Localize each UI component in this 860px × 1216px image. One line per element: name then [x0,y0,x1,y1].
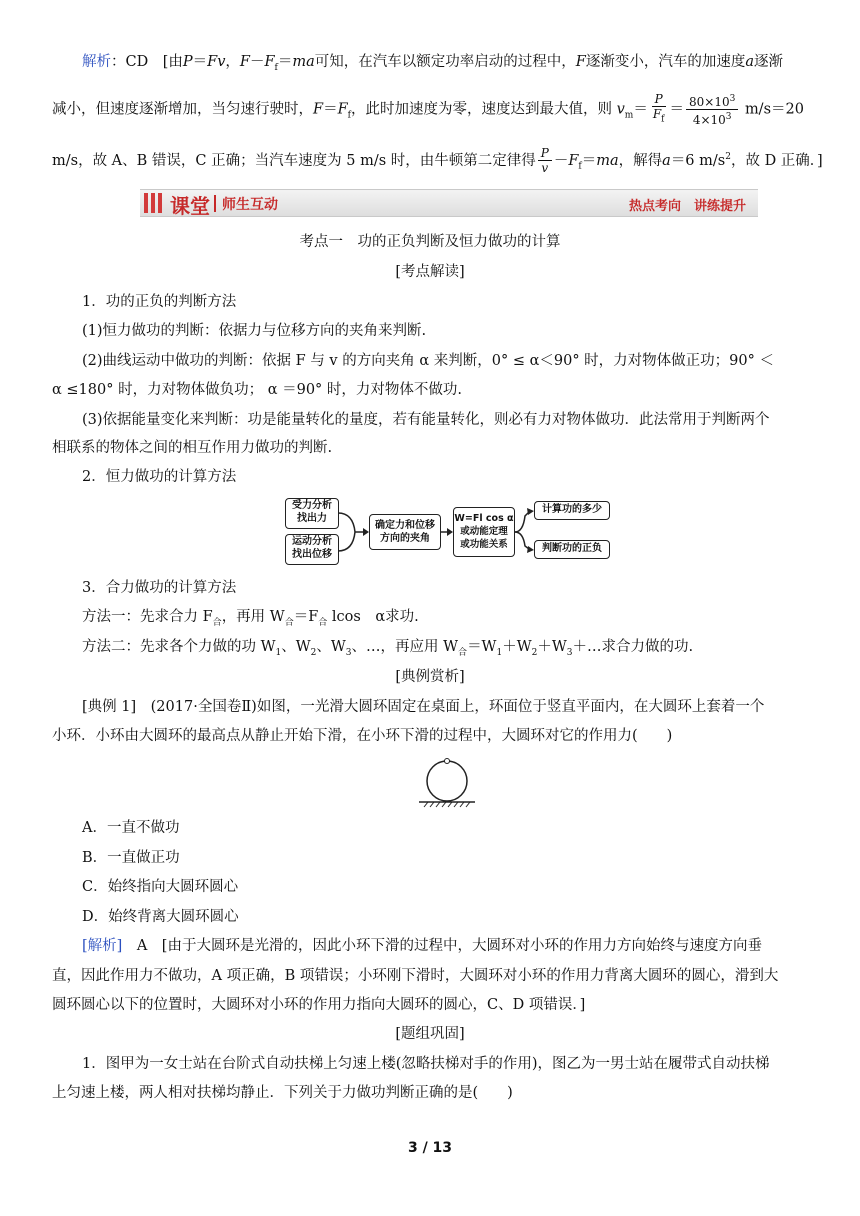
text: F [575,54,586,70]
fraction-p-over-v [538,146,552,175]
text: 或动能定理 [460,526,508,537]
analysis2-line-2: 直，因此作用力不做功，A 项正确，B 项错误；小环刚下滑时，大圆环对小环的作用力背离大圆环的圆心，滑到大 [52,968,779,984]
text: 方法二：先求各个力做的功 W [82,639,276,655]
text: ，此时加速度为零，速度达到最大值，则 [350,101,612,118]
banner-bars-icon [144,193,162,213]
method-2 [82,637,693,663]
text: v [616,101,625,118]
text: 找出力 [297,513,327,524]
text: f [347,110,351,121]
text: ＝ [669,101,684,118]
method-1 [82,607,419,633]
text: ， [225,54,240,70]
item-1-2-line2: α ≤180° 时，力对物体做负功； α ＝90° 时，力对物体不做功. [52,382,463,398]
kaodian-jiedu-heading: [考点解读] [395,264,465,280]
text: f [661,114,665,125]
text: F [652,107,662,122]
text: 或功能关系 [460,539,508,550]
question-1-line-2: 上匀速上楼，两人相对扶梯均静止．下列关于力做功判断正确的是( ) [52,1085,513,1101]
text: 方法一：先求合力 F [82,609,213,625]
text: ＝ [277,54,293,70]
tizu-gonggu-heading: [题组巩固] [395,1026,465,1042]
analysis-line-3 [52,142,823,182]
analysis-line-1 [82,52,783,78]
question-1-line-1: 1．图甲为一女士站在台阶式自动扶梯上匀速上楼(忽略扶梯对手的作用)，图乙为一男士站在履带式自动扶梯 [82,1056,770,1072]
item-1-1: (1)恒力做功的判断：依据力与位移方向的夹角来判断. [82,323,427,339]
text: a [745,54,755,70]
text: ma [596,152,619,169]
flow-box-sign: 判断功的正负 [534,540,610,559]
item-1-3-line2: 相联系的物体之间的相互作用力做功的判断. [52,440,333,456]
text: m/s＝20 [744,101,804,118]
item-1-3-line1: (3)依据能量变化来判断：功是能量转化的量度，若有能量转化，则必有力对物体做功．此法常用于判断两个 [82,412,770,428]
text: F [264,54,275,70]
text: ，解得 [618,152,663,169]
item-1: 1．功的正负的判断方法 [82,294,237,310]
text: ＝ [633,101,648,118]
text: ＝F [293,609,319,625]
item-3: 3．合力做功的计算方法 [82,580,237,596]
item-1-2-line1: (2)曲线运动中做功的判断：依据 F 与 v 的方向夹角 α 来判断，0° ≤ α＜90° 时，力对物体做正功；90° ＜ [82,353,774,369]
section-banner [140,189,758,217]
text: 3 [725,112,732,122]
text: ＝W [467,639,497,655]
text: 减小，但速度逐渐增加，当匀速行驶时， [52,101,313,118]
text: － [553,152,569,169]
flowchart [283,496,613,568]
text: P [654,92,663,107]
text: 确定力和位移 [375,520,435,531]
text: 3 [345,647,352,658]
text: ＋W [537,639,567,655]
option-d: D．始终背离大圆环圆心 [82,909,239,925]
text: Fv [207,54,226,70]
text: 1 [275,647,282,658]
text: 、W [281,639,311,655]
analysis-label: 解析 [82,54,111,70]
fraction-p-over-ff [650,92,668,126]
text: 找出位移 [292,549,332,560]
text: lcos α求功. [327,609,419,625]
text: a [662,152,671,169]
text: 2 [310,647,317,658]
fraction-numeric [686,92,738,127]
text: 合 [458,647,468,658]
text: 逐渐 [754,54,784,70]
text: ，故 D 正确．] [730,152,823,169]
banner-subtitle: 师生互动 [222,197,278,213]
text: ，再用 W [221,609,285,625]
banner-title: 课堂 [170,194,210,218]
option-b: B．一直做正功 [82,850,180,866]
text: 4×10 [692,113,726,127]
text: m [624,110,634,121]
text: 、…，再应用 W [351,639,459,655]
text: 合 [284,617,294,628]
example-line-2: 小环．小环由大圆环的最高点从静止开始下滑，在小环下滑的过程中，大圆环对它的作用力( ) [52,728,673,744]
text: 2 [531,647,538,658]
text: ＋W [502,639,532,655]
flow-box-angle [369,514,441,550]
text: ：CD [由 [111,54,183,70]
flow-box-amount: 计算功的多少 [534,501,610,520]
analysis2-line-3: 圆环圆心以下的位置时，大圆环对小环的作用力指向大圆环的圆心，C、D 项错误．] [52,997,586,1013]
text: 可知，在汽车以额定功率启动的过程中， [314,54,576,70]
text: P [540,146,549,161]
text: F [568,152,579,169]
item-2: 2．恒力做功的计算方法 [82,469,237,485]
text: － [249,54,265,70]
text: ＝ [581,152,597,169]
option-a: A．一直不做功 [82,820,180,836]
text: f [274,62,278,73]
analysis2-label: [解析] [82,938,123,954]
text: 2 [725,152,731,162]
example-line-1: [典例 1] (2017·全国卷Ⅱ)如图，一光滑大圆环固定在桌面上，环面位于竖直平面内，在大圆环上套着一个 [82,699,765,715]
text: ＝ [192,54,208,70]
flow-box-formula [453,507,515,557]
text: f [578,161,582,172]
text: 、W [316,639,346,655]
text: 受力分析 [292,500,332,511]
text: 80×10 [689,95,730,109]
flow-box-force-analysis [285,498,339,529]
analysis2-line-1 [82,936,762,956]
text: ＝ [323,101,338,118]
analysis-line-2 [52,92,804,130]
text: v [541,161,549,176]
text: 运动分析 [292,536,332,547]
text: 合 [318,617,328,628]
option-c: C．始终指向大圆环圆心 [82,879,239,895]
page-number: 3 / 13 [407,1140,453,1156]
text: 3 [566,647,573,658]
text: ＋…求合力做的功. [572,639,694,655]
banner-separator [214,195,216,212]
banner-right-text: 热点考向 讲练提升 [628,199,746,214]
text: 逐渐变小，汽车的加速度 [585,54,746,70]
text: ＝6 m/s [670,152,726,169]
text: ma [292,54,315,70]
text: F [239,54,250,70]
text: 3 [729,94,736,104]
text: F [337,101,348,118]
text: 1 [496,647,503,658]
text: W=Fl cos α [454,513,514,524]
flow-box-motion-analysis [285,534,339,565]
text: F [313,101,324,118]
text: A [由于大圆环是光滑的，因此小环下滑的过程中，大圆环对小环的作用力方向始终与速度方向垂 [122,938,762,954]
text: 合 [212,617,222,628]
section-title: 考点一 功的正负判断及恒力做功的计算 [299,234,561,250]
text: 方向的夹角 [380,533,430,544]
text: P [182,54,193,70]
text: m/s，故 A、B 错误，C 正确；当汽车速度为 5 m/s 时，由牛顿第二定律得 [52,152,536,169]
ring-on-table-figure [416,754,478,810]
dianli-shangxi-heading: [典例赏析] [395,669,465,685]
